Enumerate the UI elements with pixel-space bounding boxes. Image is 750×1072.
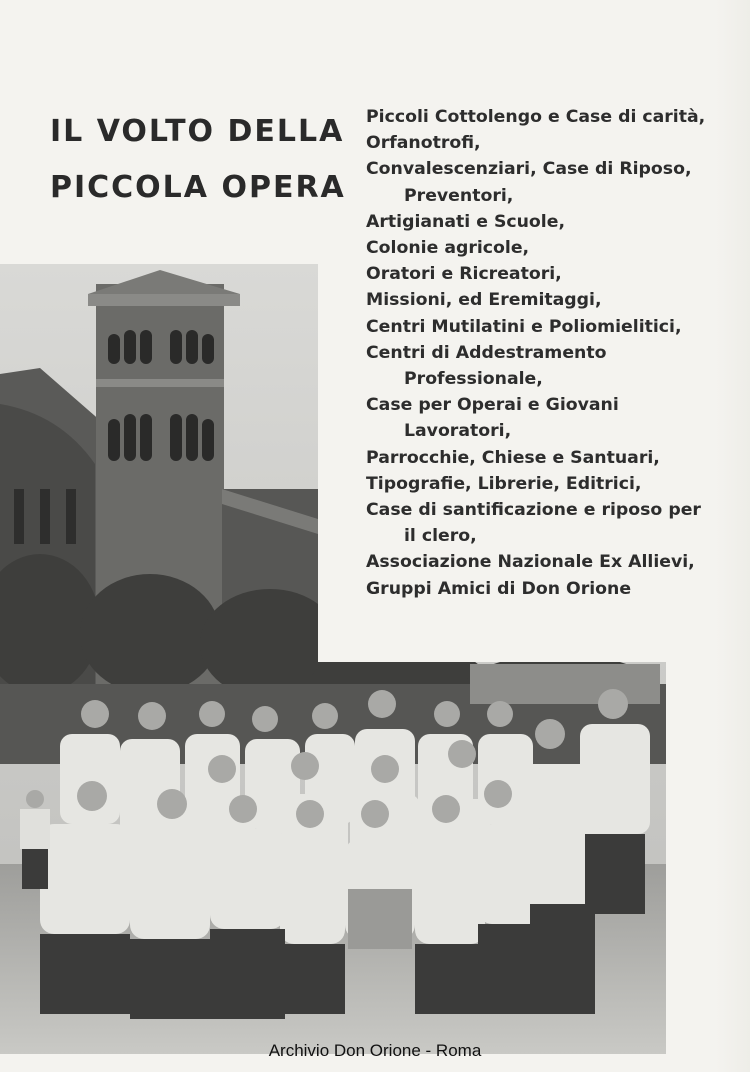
archive-credit: Archivio Don Orione - Roma	[268, 1041, 482, 1060]
list-item: Lavoratori,	[404, 421, 512, 442]
list-item: Missioni, ed Eremitaggi,	[366, 290, 602, 311]
list-item: Colonie agricole,	[366, 238, 530, 259]
list-item: Preventori,	[404, 185, 514, 206]
list-item: Tipografie, Librerie, Editrici,	[366, 473, 642, 494]
list-item: Convalescenziari, Case di Riposo,	[366, 159, 692, 180]
list-item: il clero,	[404, 526, 477, 547]
list-item: Case di santificazione e riposo per	[366, 500, 701, 521]
list-item: Piccoli Cottolengo e Case di carità,	[366, 107, 706, 127]
title-line-1: IL VOLTO DELLA	[50, 114, 345, 149]
page-title	[50, 104, 350, 216]
list-item: Centri Mutilatini e Poliomielitici,	[366, 316, 682, 337]
list-item: Artigianati e Scuole,	[366, 211, 566, 232]
title-line-2: PICCOLA OPERA	[50, 170, 346, 205]
list-item: Case per Operai e Giovani	[366, 395, 619, 416]
list-item: Professionale,	[404, 369, 543, 390]
list-item: Parrocchie, Chiese e Santuari,	[366, 447, 660, 468]
list-item: Gruppi Amici di Don Orione	[366, 578, 632, 599]
list-item: Oratori e Ricreatori,	[366, 264, 562, 285]
list-item: Associazione Nazionale Ex Allievi,	[366, 552, 695, 573]
works-list	[366, 104, 746, 602]
list-item: Orfanotrofi,	[366, 133, 481, 154]
list-item: Centri di Addestramento	[366, 342, 607, 363]
